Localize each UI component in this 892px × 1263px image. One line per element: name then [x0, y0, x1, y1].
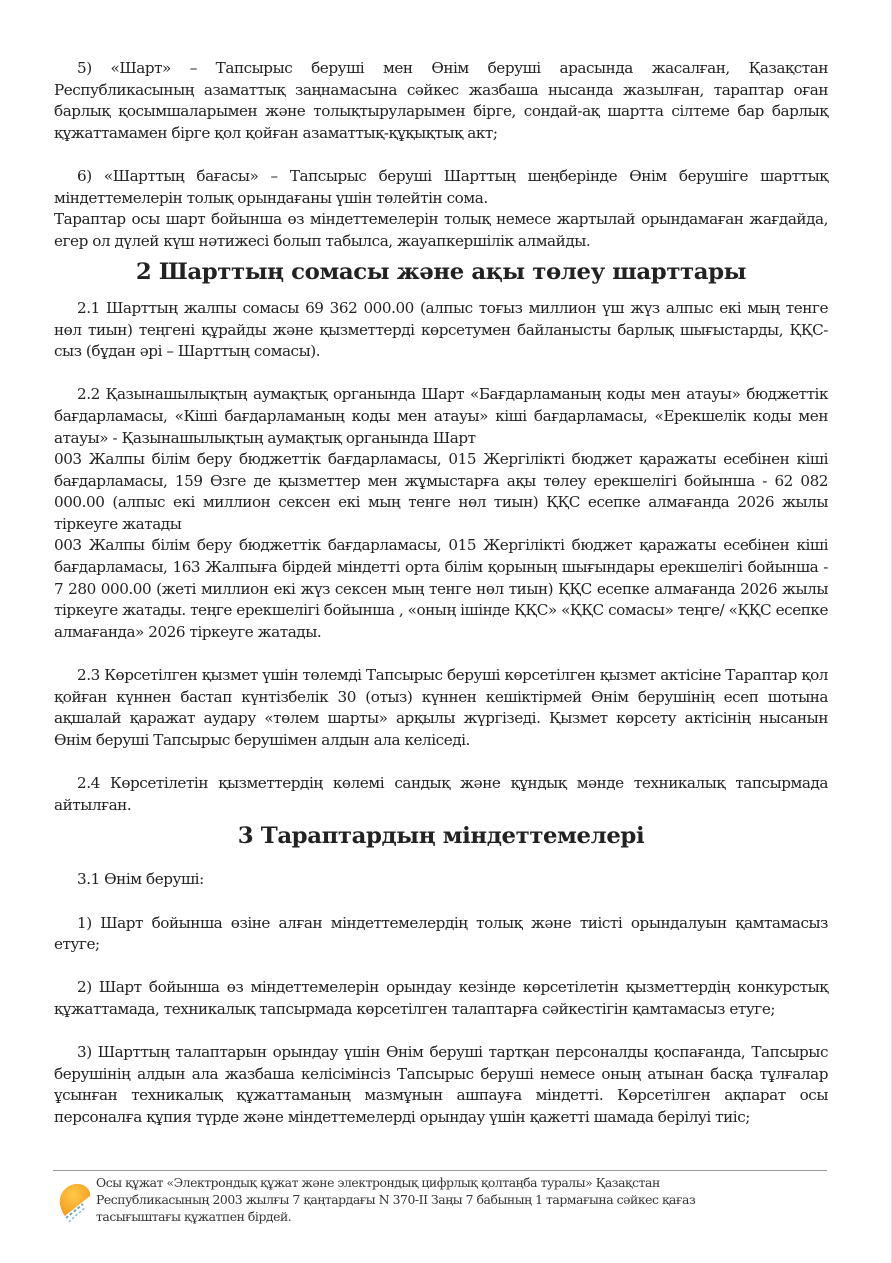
clause-2-2-budget-163: 003 Жалпы білім беру бюджеттік бағдарламасы, 015 Жергілікті бюджет қаражаты есебінен кіші бағдарламасы, 163 Жалпыға бірдей міндетті орта білім қорының шығындары ерекшелігі бойынша - 7 280 000.00 (жеті миллион екі жүз сексен мың тенге нөл тиын) ҚҚС есепке алмағанда 2026 жылы тіркеуге жатады. теңге ерекшелігі бойынша , «оның ішінде ҚҚС» «ҚҚС сомасы» теңге/ «ҚҚС есепке алмағанда» 2026 тіркеуге жатады.	[54, 536, 828, 641]
spacer	[54, 643, 828, 665]
clause-2-3: 2.3 Көрсетілген қызмет үшін төлемді Тапсырыс беруші көрсетілген қызмет актісіне Тараптар қол қойған күннен бастап күнтізбелік 30 (отыз) күннен кешіктірмей Өнім берушінің есеп шотына ақшалай қаражат аудару «төлем шарты» арқылы жүргізеді. Қызмет көрсету актісінің нысанын Өнім беруші Тапсырыс берушімен алдын ала келіседі.	[54, 666, 828, 749]
obligation-item-3: 3) Шарттың талаптарын орындау үшін Өнім беруші тартқан персоналды қоспағанда, Тапсырыс берушінің алдын ала жазбаша келісімінсіз Тапсырыс беруші немесе оның атынан басқа тұлғалар ұсынған техникалық құжаттаманың мазмұнын ашпауға міндетті. Көрсетілген ақпарат осы персоналға құпия түрде және міндеттемелерді орындау үшін қажетті шамада берілуі тиіс;	[54, 1043, 828, 1126]
egov-sun-logo-icon	[55, 1178, 93, 1224]
spacer	[54, 363, 828, 385]
spacer	[54, 284, 828, 294]
footer-line-2: Республикасының 2003 жылғы 7 қаңтардағы N 370-II Заңы 7 бабының 1 тармағына сәйкес қағаз	[96, 1192, 696, 1207]
section-3-heading: 3 Тараптардың міндеттемелері	[237, 823, 645, 850]
definition-6-paragraph: 6) «Шарттың бағасы» – Тапсырыс беруші Шарттың шеңберінде Өнім берушіге шарттық міндеттемелерін толық орындағаны үшін төлейтін сома.	[54, 166, 828, 207]
clause-2-2-budget-159: 003 Жалпы білім беру бюджеттік бағдарламасы, 015 Жергілікті бюджет қаражаты есебінен кіші бағдарламасы, 159 Өзге де қызметтер мен жұмыстарға ақы төлеу ерекшелігі бойынша - 62 082 000.00 (алпыс екі миллион сексен екі мың тенге нөл тиын) ҚҚС есепке алмағанда 2026 жылы тіркеуге жатады	[54, 450, 828, 533]
definition-5-paragraph: 5) «Шарт» – Тапсырыс беруші мен Өнім беруші арасында жасалған, Қазақстан Республикасының азаматтық заңнамасына сәйкес жазбаша нысанда жазылған, тараптар оған барлық қосымшаларымен және толықтыруларымен бірге, сондай-ақ шартта сілтеме бар барлық құжаттамамен бірге қол қойған азаматтық-құқықтық акт;	[54, 59, 828, 142]
footer-legal-notice	[55, 1174, 775, 1225]
clause-2-1: 2.1 Шарттың жалпы сомасы 69 362 000.00 (алпыс тоғыз миллион үш жүз алпыс екі мың тенге нөл тиын) теңгені құрайды және қызметтерді көрсетумен байланысты барлық шығыстарды, ҚҚС-сыз (бұдан әрі – Шарттың сомасы).	[54, 298, 828, 361]
document-page	[54, 58, 828, 1129]
footer-line-3: тасығыштағы құжатпен бірдей.	[96, 1209, 292, 1224]
spacer	[54, 848, 828, 870]
force-majeure-paragraph: Тараптар осы шарт бойынша өз міндеттемелерін толық немесе жартылай орындамаған жағдайда, егер ол дүлей күш нәтижесі болып табылса, жауапкершілік алмайды.	[54, 210, 828, 250]
spacer	[54, 751, 828, 773]
footer-line-1: Осы құжат «Электрондық құжат және электрондық цифрлық қолтаңба туралы» Қазақстан	[96, 1175, 660, 1190]
footer-text	[96, 1174, 695, 1225]
section-2-heading: 2 Шарттың сомасы және ақы төлеу шарттары	[135, 259, 747, 286]
clause-3-1: 3.1 Өнім беруші:	[77, 870, 204, 889]
spacer	[54, 144, 828, 166]
spacer	[54, 1021, 828, 1043]
spacer	[54, 891, 828, 913]
clause-2-4: 2.4 Көрсетілетін қызметтердің көлемі сандық және құндық мәнде техникалық тапсырмада айтылған.	[54, 774, 828, 814]
obligation-item-1: 1) Шарт бойынша өзіне алған міндеттемелердің толық және тиісті орындалуын қамтамасыз етуге;	[54, 913, 828, 954]
footer-divider	[53, 1170, 827, 1171]
obligation-item-2: 2) Шарт бойынша өз міндеттемелерін орындау кезінде көрсетілетін қызметтердің конкурстық құжаттамада, техникалық тапсырмада көрсетілген талаптарға сәйкестігін қамтамасыз етуге;	[54, 978, 828, 1018]
clause-2-2: 2.2 Қазынашылықтың аумақтық органында Шарт «Бағдарламаның коды мен атауы» бюджеттік бағдарламасы, «Кіші бағдарламаның коды мен атауы» кіші бағдарламасы, «Ерекшелік коды мен атауы» - Қазынашылықтың аумақтық органында Шарт	[54, 385, 828, 447]
spacer	[54, 956, 828, 978]
